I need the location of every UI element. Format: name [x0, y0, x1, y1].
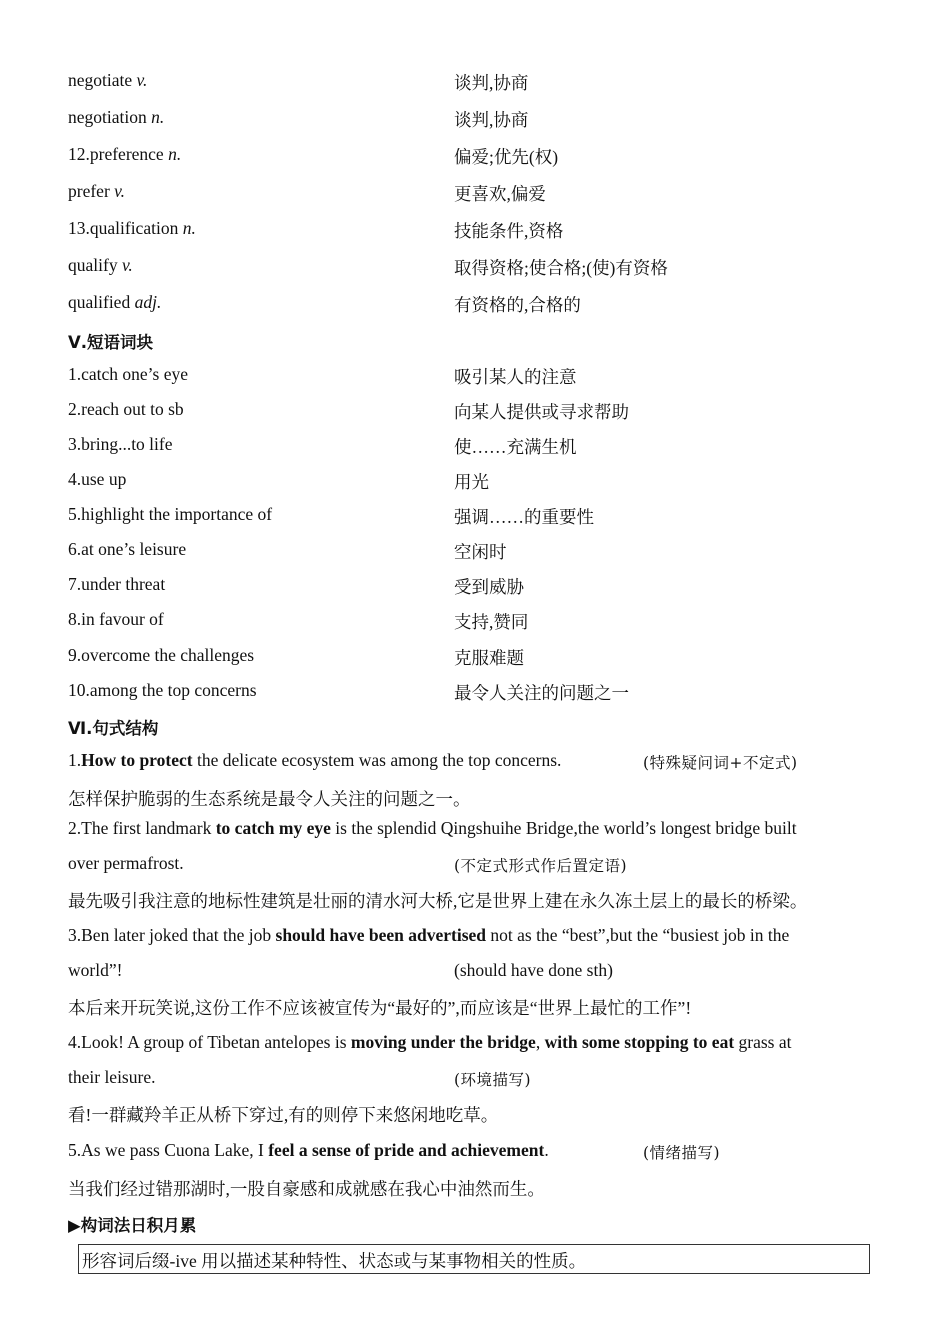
- sentence-2-translation: 最先吸引我注意的地标性建筑是壮丽的清水河大桥,它是世界上建在永久冻土层上的最长的桥梁。: [68, 891, 808, 911]
- vocab-meaning: 技能条件,资格: [454, 221, 564, 241]
- sentence-4-translation: 看!一群藏羚羊正从桥下穿过,有的则停下来悠闲地吃草。: [68, 1105, 499, 1125]
- sentence-4-line2: their leisure.: [68, 1067, 156, 1087]
- phrase-zh: 强调……的重要性: [454, 507, 594, 527]
- sentence-4: 4.Look! A group of Tibetan antelopes is moving under the bridge, with some stopping to eat grass at: [68, 1032, 792, 1052]
- vocab-word: prefer v.: [68, 181, 125, 201]
- vocab-word: negotiate v.: [68, 70, 148, 90]
- vocab-meaning: 偏爱;优先(权): [454, 147, 559, 167]
- sentence-3: 3.Ben later joked that the job should have been advertised not as the “best”,but the “busiest job in the: [68, 925, 790, 945]
- phrase-en: 10.among the top concerns: [68, 680, 257, 700]
- sentence-5-note: (情绪描写): [643, 1144, 721, 1162]
- sentence-5-translation: 当我们经过错那湖时,一股自豪感和成就感在我心中油然而生。: [68, 1179, 545, 1199]
- phrase-en: 3.bring...to life: [68, 434, 173, 454]
- wordbuild-box: 形容词后缀-ive 用以描述某种特性、状态或与某事物相关的性质。: [78, 1244, 870, 1274]
- sentence-5: 5.As we pass Cuona Lake, I feel a sense of pride and achievement.: [68, 1140, 549, 1160]
- phrase-en: 4.use up: [68, 469, 127, 489]
- vocab-word: qualify v.: [68, 255, 133, 275]
- sentence-3-line2: world”!: [68, 960, 123, 980]
- vocab-meaning: 谈判,协商: [454, 110, 529, 130]
- section-heading: Ⅵ.句式结构: [68, 719, 159, 738]
- phrase-en: 5.highlight the importance of: [68, 504, 273, 524]
- vocab-word: negotiation n.: [68, 107, 165, 127]
- vocab-word: 13.qualification n.: [68, 218, 196, 238]
- phrase-en: 9.overcome the challenges: [68, 645, 255, 665]
- phrase-zh: 受到威胁: [454, 577, 524, 597]
- vocab-meaning: 取得资格;使合格;(使)有资格: [454, 258, 668, 278]
- phrase-en: 1.catch one’s eye: [68, 364, 189, 384]
- vocab-meaning: 更喜欢,偏爱: [454, 184, 546, 204]
- phrase-en: 6.at one’s leisure: [68, 539, 187, 559]
- sentence-2-line2: over permafrost.: [68, 853, 184, 873]
- phrase-zh: 空闲时: [454, 542, 507, 562]
- section-heading: Ⅴ.短语词块: [68, 333, 154, 352]
- phrase-zh: 吸引某人的注意: [454, 367, 577, 387]
- phrase-zh: 最令人关注的问题之一: [454, 683, 629, 703]
- phrase-zh: 向某人提供或寻求帮助: [454, 402, 629, 422]
- phrase-zh: 用光: [454, 472, 489, 492]
- wordbuild-heading: ▶构词法日积月累: [68, 1216, 197, 1235]
- phrase-zh: 支持,赞同: [454, 612, 529, 632]
- phrase-zh: 使……充满生机: [454, 437, 577, 457]
- sentence-1-note: (特殊疑问词+不定式): [643, 754, 798, 772]
- vocab-meaning: 谈判,协商: [454, 73, 529, 93]
- sentence-3-translation: 本后来开玩笑说,这份工作不应该被宣传为“最好的”,而应该是“世界上最忙的工作”!: [68, 998, 692, 1018]
- vocab-word: qualified adj.: [68, 292, 162, 312]
- phrase-en: 2.reach out to sb: [68, 399, 184, 419]
- sentence-1-translation: 怎样保护脆弱的生态系统是最令人关注的问题之一。: [68, 789, 471, 809]
- phrase-en: 7.under threat: [68, 574, 166, 594]
- phrase-en: 8.in favour of: [68, 609, 164, 629]
- sentence-2: 2.The first landmark to catch my eye is the splendid Qingshuihe Bridge,the world’s longest bridge built: [68, 818, 797, 838]
- sentence-2-note: (不定式形式作后置定语): [454, 857, 628, 875]
- sentence-1: 1.How to protect the delicate ecosystem was among the top concerns.: [68, 750, 562, 770]
- vocab-meaning: 有资格的,合格的: [454, 295, 581, 315]
- sentence-4-note: (环境描写): [454, 1071, 532, 1089]
- vocab-word: 12.preference n.: [68, 144, 182, 164]
- sentence-3-note: (should have done sth): [454, 960, 613, 980]
- phrase-zh: 克服难题: [454, 648, 524, 668]
